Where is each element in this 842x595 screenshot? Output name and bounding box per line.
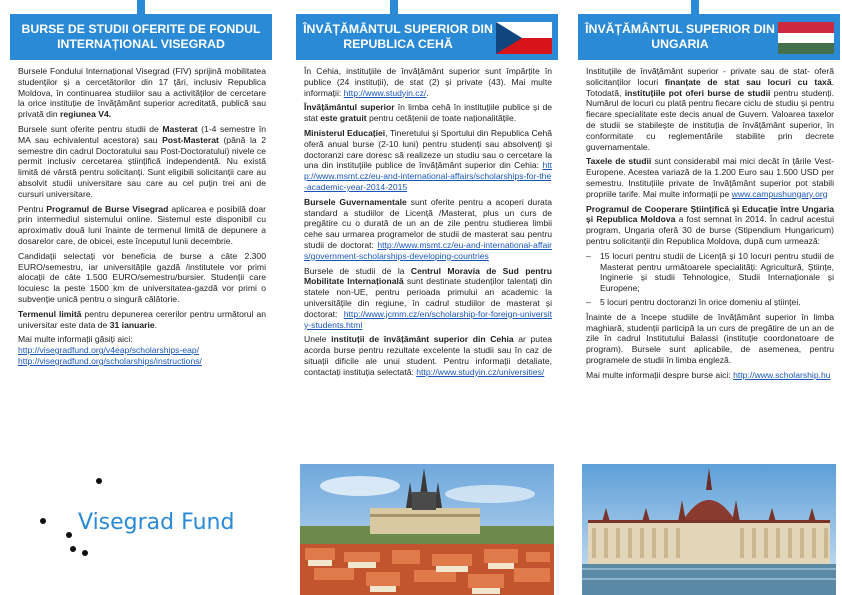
text: În Cehia, instituțiile de învățământ superior sunt împărțite în publice (24 instituții), de stat (2) și private (43). Mai multe informații: bbox=[304, 66, 552, 98]
text: Pentru bbox=[18, 203, 47, 214]
paragraph bbox=[18, 124, 266, 200]
text-bold: 31 ianuarie bbox=[109, 319, 155, 330]
text-bold: este gratuit bbox=[320, 113, 367, 124]
paragraph bbox=[18, 66, 266, 120]
visegrad-fund-logo bbox=[24, 470, 274, 590]
text: a fost semnat în 2014. În cadrul acestui program, Ungaria oferă 30 de burse (Stipendium Hungaricum) pentru solicitanții din Republica Moldova, după cum urmează: bbox=[586, 214, 834, 246]
hungarian-parliament-image bbox=[582, 464, 836, 595]
text: pentru cetățenii de toate naționalitățile. bbox=[366, 113, 517, 124]
text: sunt oferite pentru a acoperi durata standard a studiilor de Licență /Masterat, plus un curs de pregătire cu o durată de un an de zile pentru studierea limbii cehe sau urmarea programelor de studii de masterat sau pentru studii de doctorat: bbox=[304, 196, 553, 250]
link-msmt-scholarships[interactable]: http://www.msmt.cz/eu-and-international-affairs/scholarships-for-the-academic-year-2014-2015 bbox=[304, 160, 552, 192]
link-studyin[interactable]: http://www.studyin.cz/ bbox=[343, 87, 427, 98]
text-bold: Învățământul superior bbox=[304, 102, 395, 113]
text: . bbox=[426, 87, 429, 98]
text: Bursele sunt oferite pentru studii de bbox=[18, 123, 163, 134]
paragraph bbox=[304, 128, 552, 193]
link-campushungary[interactable]: www.campushungary.org bbox=[731, 188, 828, 199]
text: Instituțiile de învățământ superior - private sau de stat- oferă solicitanților locuri bbox=[586, 66, 834, 87]
link-msmt-government[interactable]: http://www.msmt.cz/eu-and-international-affairs/government-scholarships-developing-countries bbox=[304, 239, 552, 261]
logo-dot bbox=[70, 546, 76, 552]
text-bold: Bursele Guvernamentale bbox=[304, 196, 407, 207]
text-bold: Centrul Moravia de Sud pentru Mobilitate Internațională bbox=[304, 265, 552, 287]
text: Bursele Fondului Internațional Visegrad (FIV) sprijină mobilitatea studenților și a cercetătorilor din 17 țări, inclusiv Republica Moldova, în continuarea studiilor sau a activităților de cercetare la orice instituție de învățământ superior acreditată, publică sau privată din bbox=[18, 66, 266, 120]
text: Bursele de studii de la bbox=[304, 265, 411, 276]
list-item: – 15 locuri pentru studii de Licență și 10 locuri pentru studii de Masterat pentru următoarele specialități: Agricultură, Științe, Inginerie și studii Tehnologice, Studii Internaționale și Europene; bbox=[586, 251, 834, 294]
paragraph bbox=[304, 102, 552, 124]
scholarship-list bbox=[586, 251, 834, 308]
text: pentru depunerea cererilor pentru următorul an universitar este data de bbox=[18, 308, 267, 330]
text-bold: Programul de Burse Visegrad bbox=[46, 203, 169, 214]
text: aplicarea e posibilă doar prin intermediul sistemului online. Sistemul este disponibil cu aproximativ două luni înainte de termenul limită de depunere a dosarelor care, de obicei, este începutul lunii decembrie. bbox=[18, 203, 266, 246]
text-bold: Taxele de studii bbox=[586, 156, 652, 167]
paragraph bbox=[304, 334, 552, 377]
section-title: ÎNVĂȚĂMÂNTUL SUPERIOR DIN UNGARIA bbox=[585, 22, 775, 51]
text: Unele bbox=[304, 334, 332, 345]
paragraph bbox=[586, 156, 834, 199]
logo-text: Visegrad Fund bbox=[78, 510, 235, 535]
section-header bbox=[296, 14, 558, 60]
link-visegrad-eap[interactable]: http://visegradfund.org/v4eap/scholarships-eap/ bbox=[18, 345, 200, 356]
paragraph bbox=[304, 266, 552, 331]
text: sunt considerabil mai mici decât în țările Vest-Europene. Acestea variază de la 1.200 Euro sau 1.500 USD per semestru. Instituțiile private de învățământ superior pot stabili propriile tarife. Mai multe informații pe bbox=[586, 156, 834, 199]
czech-flag-icon bbox=[496, 22, 552, 54]
paragraph: Candidații selectați vor beneficia de burse a câte 2.300 EURO/semestru, iar universitățile gazdă /institutele vor primi alocații de câte 1.500 EURO/semestru/bursier. Studenții care locuiesc la peste 1500 km de universitatea-gazdă vor primi o subvenție unică pentru o singură călătorie. bbox=[18, 250, 266, 304]
section-body bbox=[586, 66, 834, 385]
section-title: ÎNVĂȚĂMÂNTUL SUPERIOR DIN REPUBLICA CEHĂ bbox=[303, 22, 493, 51]
section-body bbox=[18, 66, 266, 367]
link-scholarship-hu[interactable]: http://www.scholarship.hu bbox=[733, 369, 831, 380]
paragraph: Înainte de a începe studiile de învățământ superior în limba maghiară, studenții participă la un curs de pregătire de un an de zile în cadrul Institutului Balassi (instituție coordonatoare de program). Bursele sunt aplicabile, de asemenea, pentru programele de studii în limba engleză. bbox=[586, 311, 834, 365]
text: ar putea acorda burse pentru rezultate excelente la studii sau în caz de situații dificile ale unui student. Pentru informații detaliate, contactați instituția selectată: bbox=[304, 334, 553, 377]
text: în limba cehă în instituțiile publice și de stat bbox=[304, 102, 553, 124]
logo-dot bbox=[82, 550, 88, 556]
prague-castle-image bbox=[300, 464, 554, 595]
paragraph bbox=[586, 66, 834, 152]
text-bold: Post-Masterat bbox=[162, 134, 219, 145]
paragraph bbox=[586, 370, 834, 381]
text-bold: instituții de învățământ superior din Cehia bbox=[331, 334, 514, 345]
text-bold: regiunea V4. bbox=[60, 109, 112, 120]
section-header bbox=[578, 14, 840, 60]
column-hungary bbox=[578, 0, 840, 595]
text-bold: Ministerul Educației bbox=[304, 127, 386, 138]
text: pentru studenți. Numărul de locuri cu plată pentru fiecare ciclu de studiu și pentru fiecare specialitate este decis anual de Guvern. Valoarea taxelor de studii se stabilește de instituția de învățământ superior, în conformitate cu reglementările stabilite prin decrete guvernamentale. bbox=[586, 87, 834, 152]
paragraph bbox=[304, 197, 552, 262]
link-studyin-universities[interactable]: http://www.studyin.cz/universities/ bbox=[416, 366, 545, 377]
column-czech bbox=[296, 0, 558, 595]
hungary-flag-icon bbox=[778, 22, 834, 54]
list-item: – 5 locuri pentru doctoranzi în orice domeniu al științei. bbox=[586, 297, 834, 308]
section-title: BURSE DE STUDII OFERITE DE FONDUL INTERNAȚIONAL VISEGRAD bbox=[21, 22, 261, 51]
text-bold: finanțate de stat sau locuri cu taxă bbox=[664, 76, 832, 87]
paragraph bbox=[586, 204, 834, 247]
section-header bbox=[10, 14, 272, 60]
text-bold: Programul de Cooperare Științifică și Educație între Ungaria și Republica Moldova bbox=[586, 203, 834, 225]
text: , Tineretului și Sportului din Republica Cehă oferă anual burse (2-10 luni) pentru studenți sau absolvenți și doctoranzi care doresc să realizeze un studiu sau o cercetare la una din instituțiile publice de învățământ superior din Cehia: bbox=[304, 127, 553, 171]
paragraph: Mai multe informații găsiți aici: bbox=[18, 334, 133, 345]
text: (până la 2 semestre din cadrul Doctoratului sau Post-Doctoratului) nivele ce permit inclusiv cercetarea științifică independentă. Nu există limită de vârstă pentru solicitanți. Sunt eligibili solicitanții care au absolvit studii universitare sau care au cel puțin trei ani de cursuri universitare. bbox=[18, 134, 266, 199]
text: sunt destinate studenților talentați din statele non-UE, pentru perioada primului an academic la universitățile din regiune, în cadrul studiilor de masterat și doctorat: bbox=[304, 276, 552, 319]
text: . bbox=[154, 319, 158, 330]
link-visegrad-instructions[interactable]: http://visegradfund.org/scholarships/instructions/ bbox=[18, 355, 202, 366]
text-bold: Termenul limită bbox=[18, 308, 82, 319]
text-bold: Masterat bbox=[162, 123, 198, 134]
text: (1-4 semestre în MA sau echivalentul acestora) sau bbox=[18, 123, 266, 145]
link-jcmm[interactable]: http://www.jcmm.cz/en/scholarship-for-foreign-university-students.html bbox=[304, 308, 552, 330]
paragraph bbox=[18, 204, 266, 247]
section-body bbox=[304, 66, 552, 382]
text-bold: instituțiile pot oferi burse de studii bbox=[624, 87, 771, 98]
text: . Totodată, bbox=[586, 76, 834, 98]
paragraph bbox=[18, 309, 266, 331]
column-visegrad bbox=[10, 0, 272, 595]
logo-dot bbox=[96, 478, 102, 484]
paragraph bbox=[304, 66, 552, 98]
logo-dot bbox=[40, 518, 46, 524]
logo-dot bbox=[66, 532, 72, 538]
text: Mai multe informații despre burse aici: bbox=[586, 369, 734, 380]
